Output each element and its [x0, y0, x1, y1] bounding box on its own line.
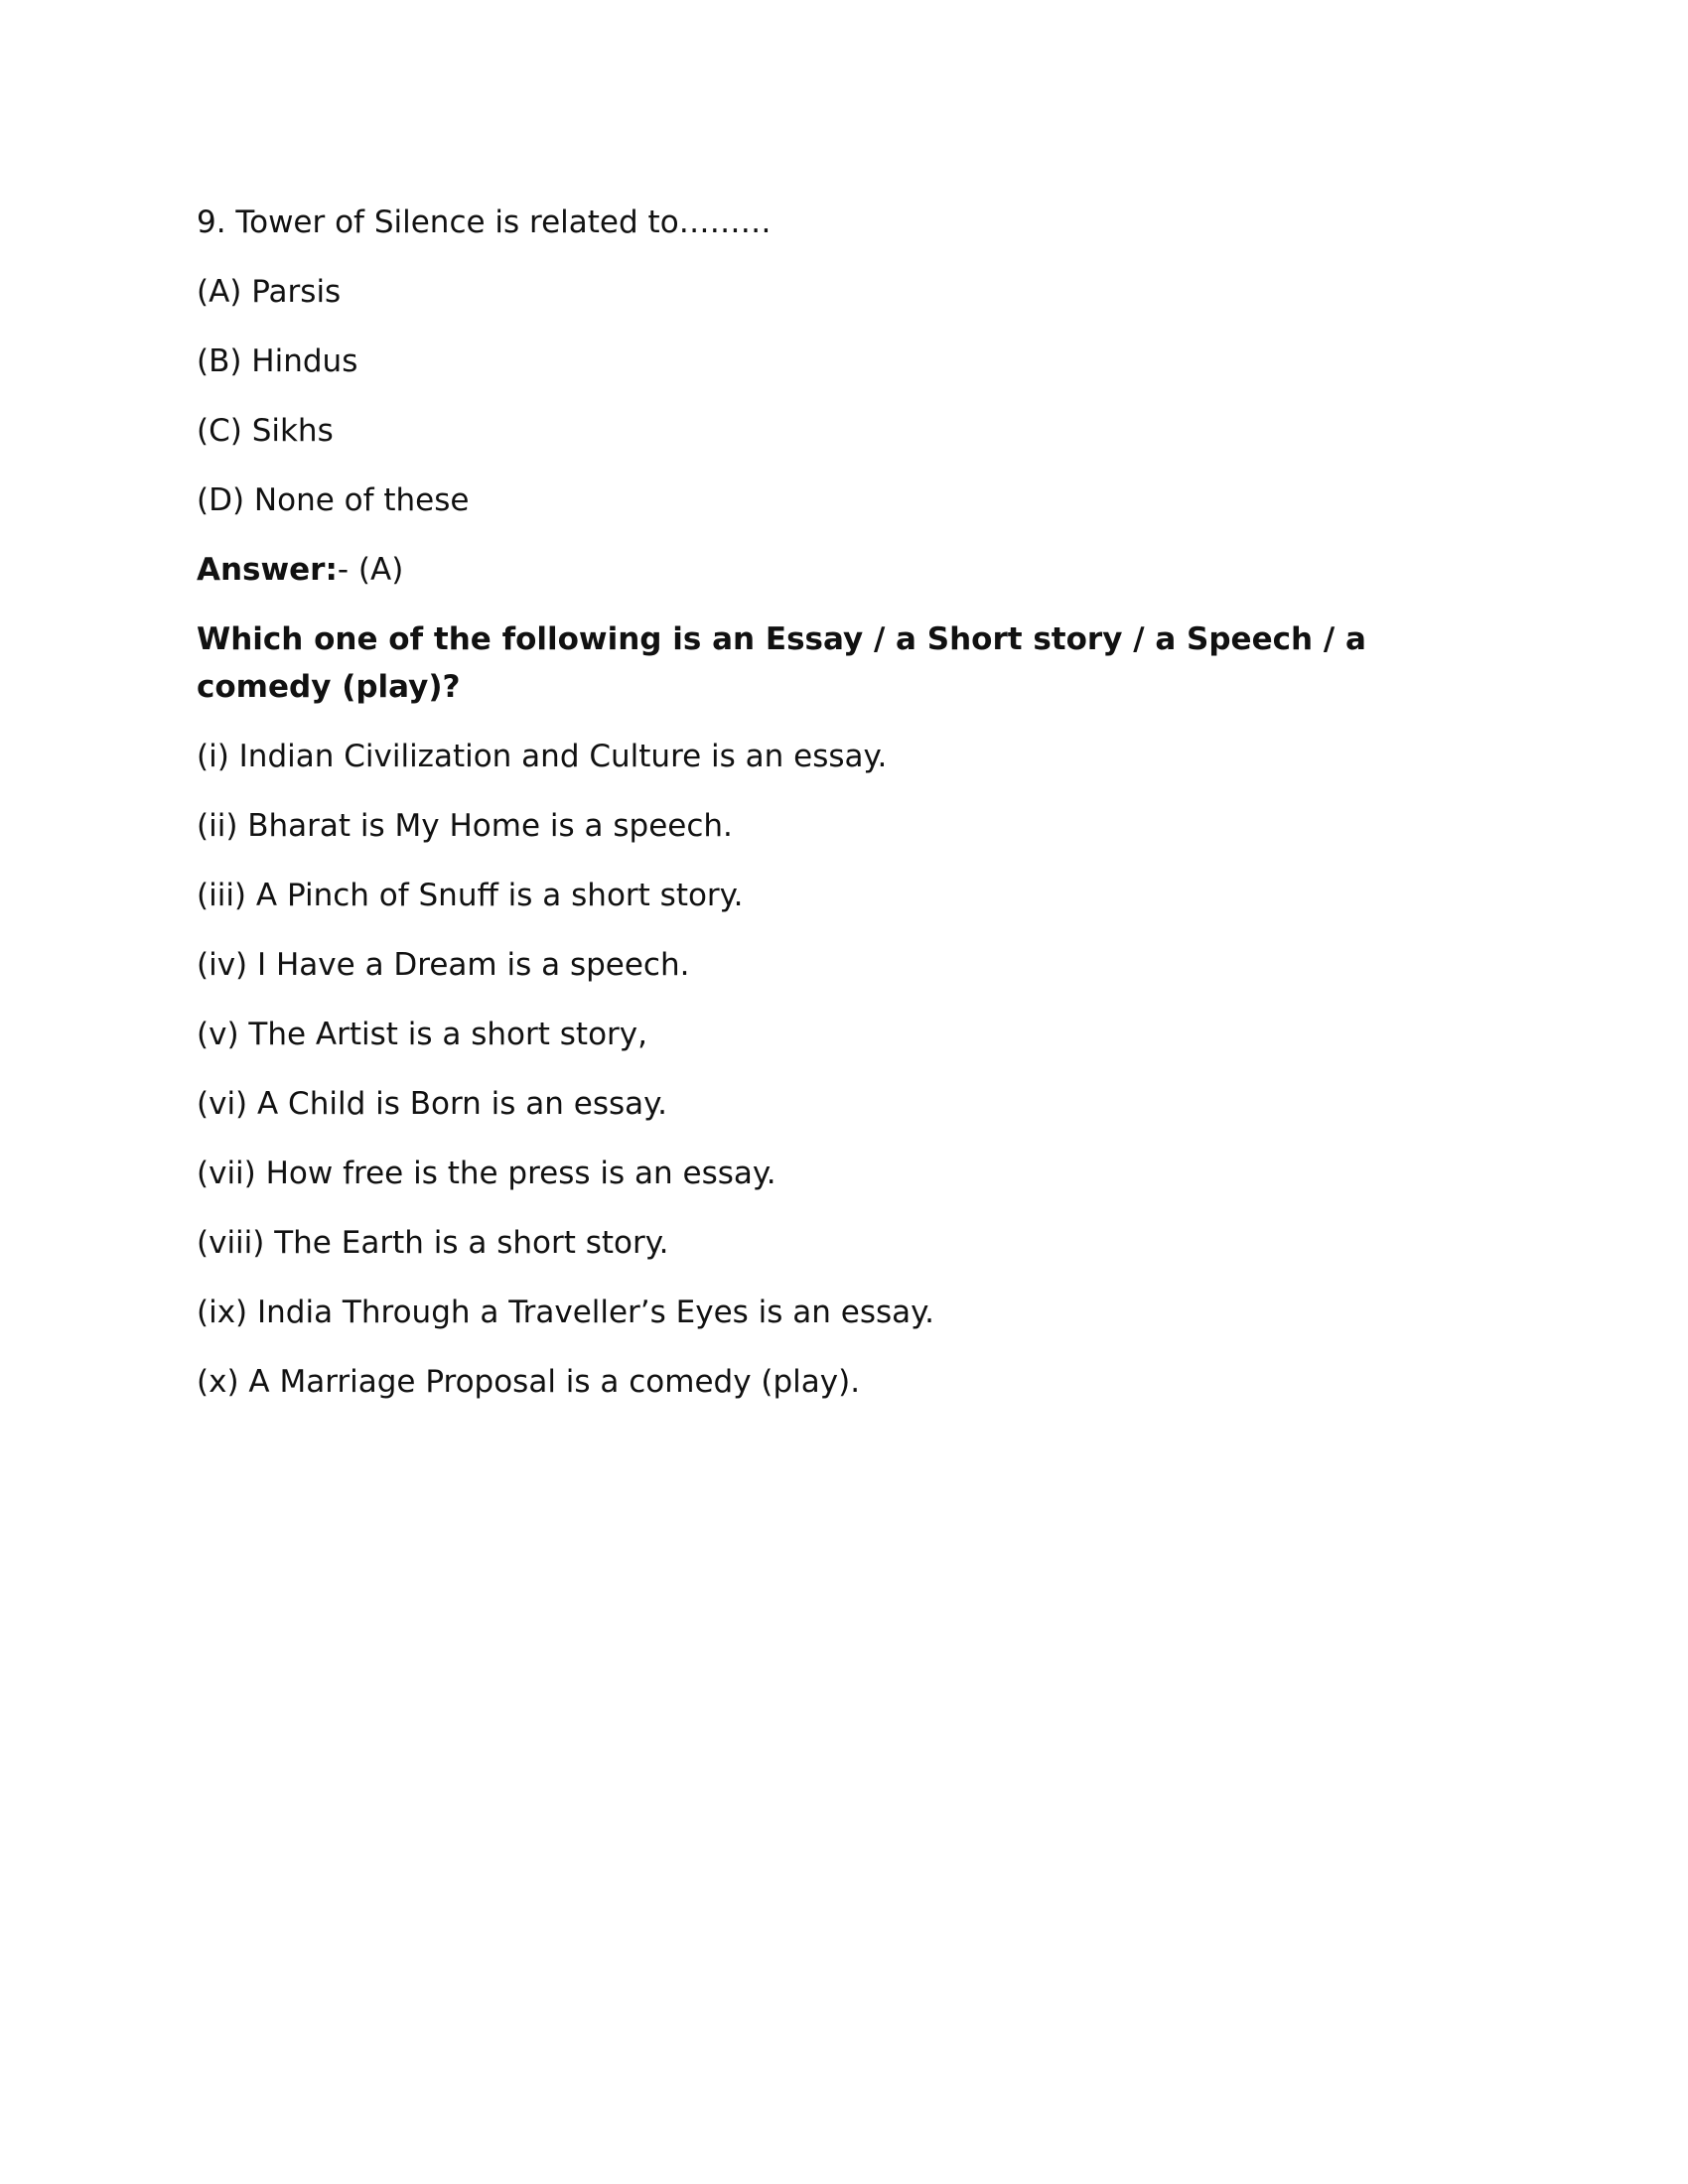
list-item: (v) The Artist is a short story,	[197, 1017, 647, 1052]
list-item: (x) A Marriage Proposal is a comedy (play).	[197, 1364, 861, 1400]
list-item: (i) Indian Civilization and Culture is an essay.	[197, 739, 888, 774]
answer-value: - (A)	[337, 552, 404, 588]
list-item: (vii) How free is the press is an essay.	[197, 1156, 776, 1191]
list-item: (vi) A Child is Born is an essay.	[197, 1086, 667, 1122]
list-item: (ii) Bharat is My Home is a speech.	[197, 808, 733, 844]
option-a: (A) Parsis	[197, 274, 342, 310]
answer-line	[197, 546, 1487, 594]
option-c: (C) Sikhs	[197, 413, 334, 449]
list-item: (iv) I Have a Dream is a speech.	[197, 947, 690, 983]
page-content	[197, 199, 1487, 1428]
list-item: (iii) A Pinch of Snuff is a short story.	[197, 878, 744, 913]
question-text: 9. Tower of Silence is related to………	[197, 205, 772, 240]
answer-label: Answer:	[197, 552, 338, 588]
option-d: (D) None of these	[197, 482, 470, 518]
list-item: (ix) India Through a Traveller’s Eyes is an essay.	[197, 1295, 934, 1330]
section-heading: Which one of the following is an Essay / a Short story / a Speech / a comedy (play)?	[197, 621, 1366, 705]
option-b: (B) Hindus	[197, 343, 358, 379]
list-item: (viii) The Earth is a short story.	[197, 1225, 669, 1261]
